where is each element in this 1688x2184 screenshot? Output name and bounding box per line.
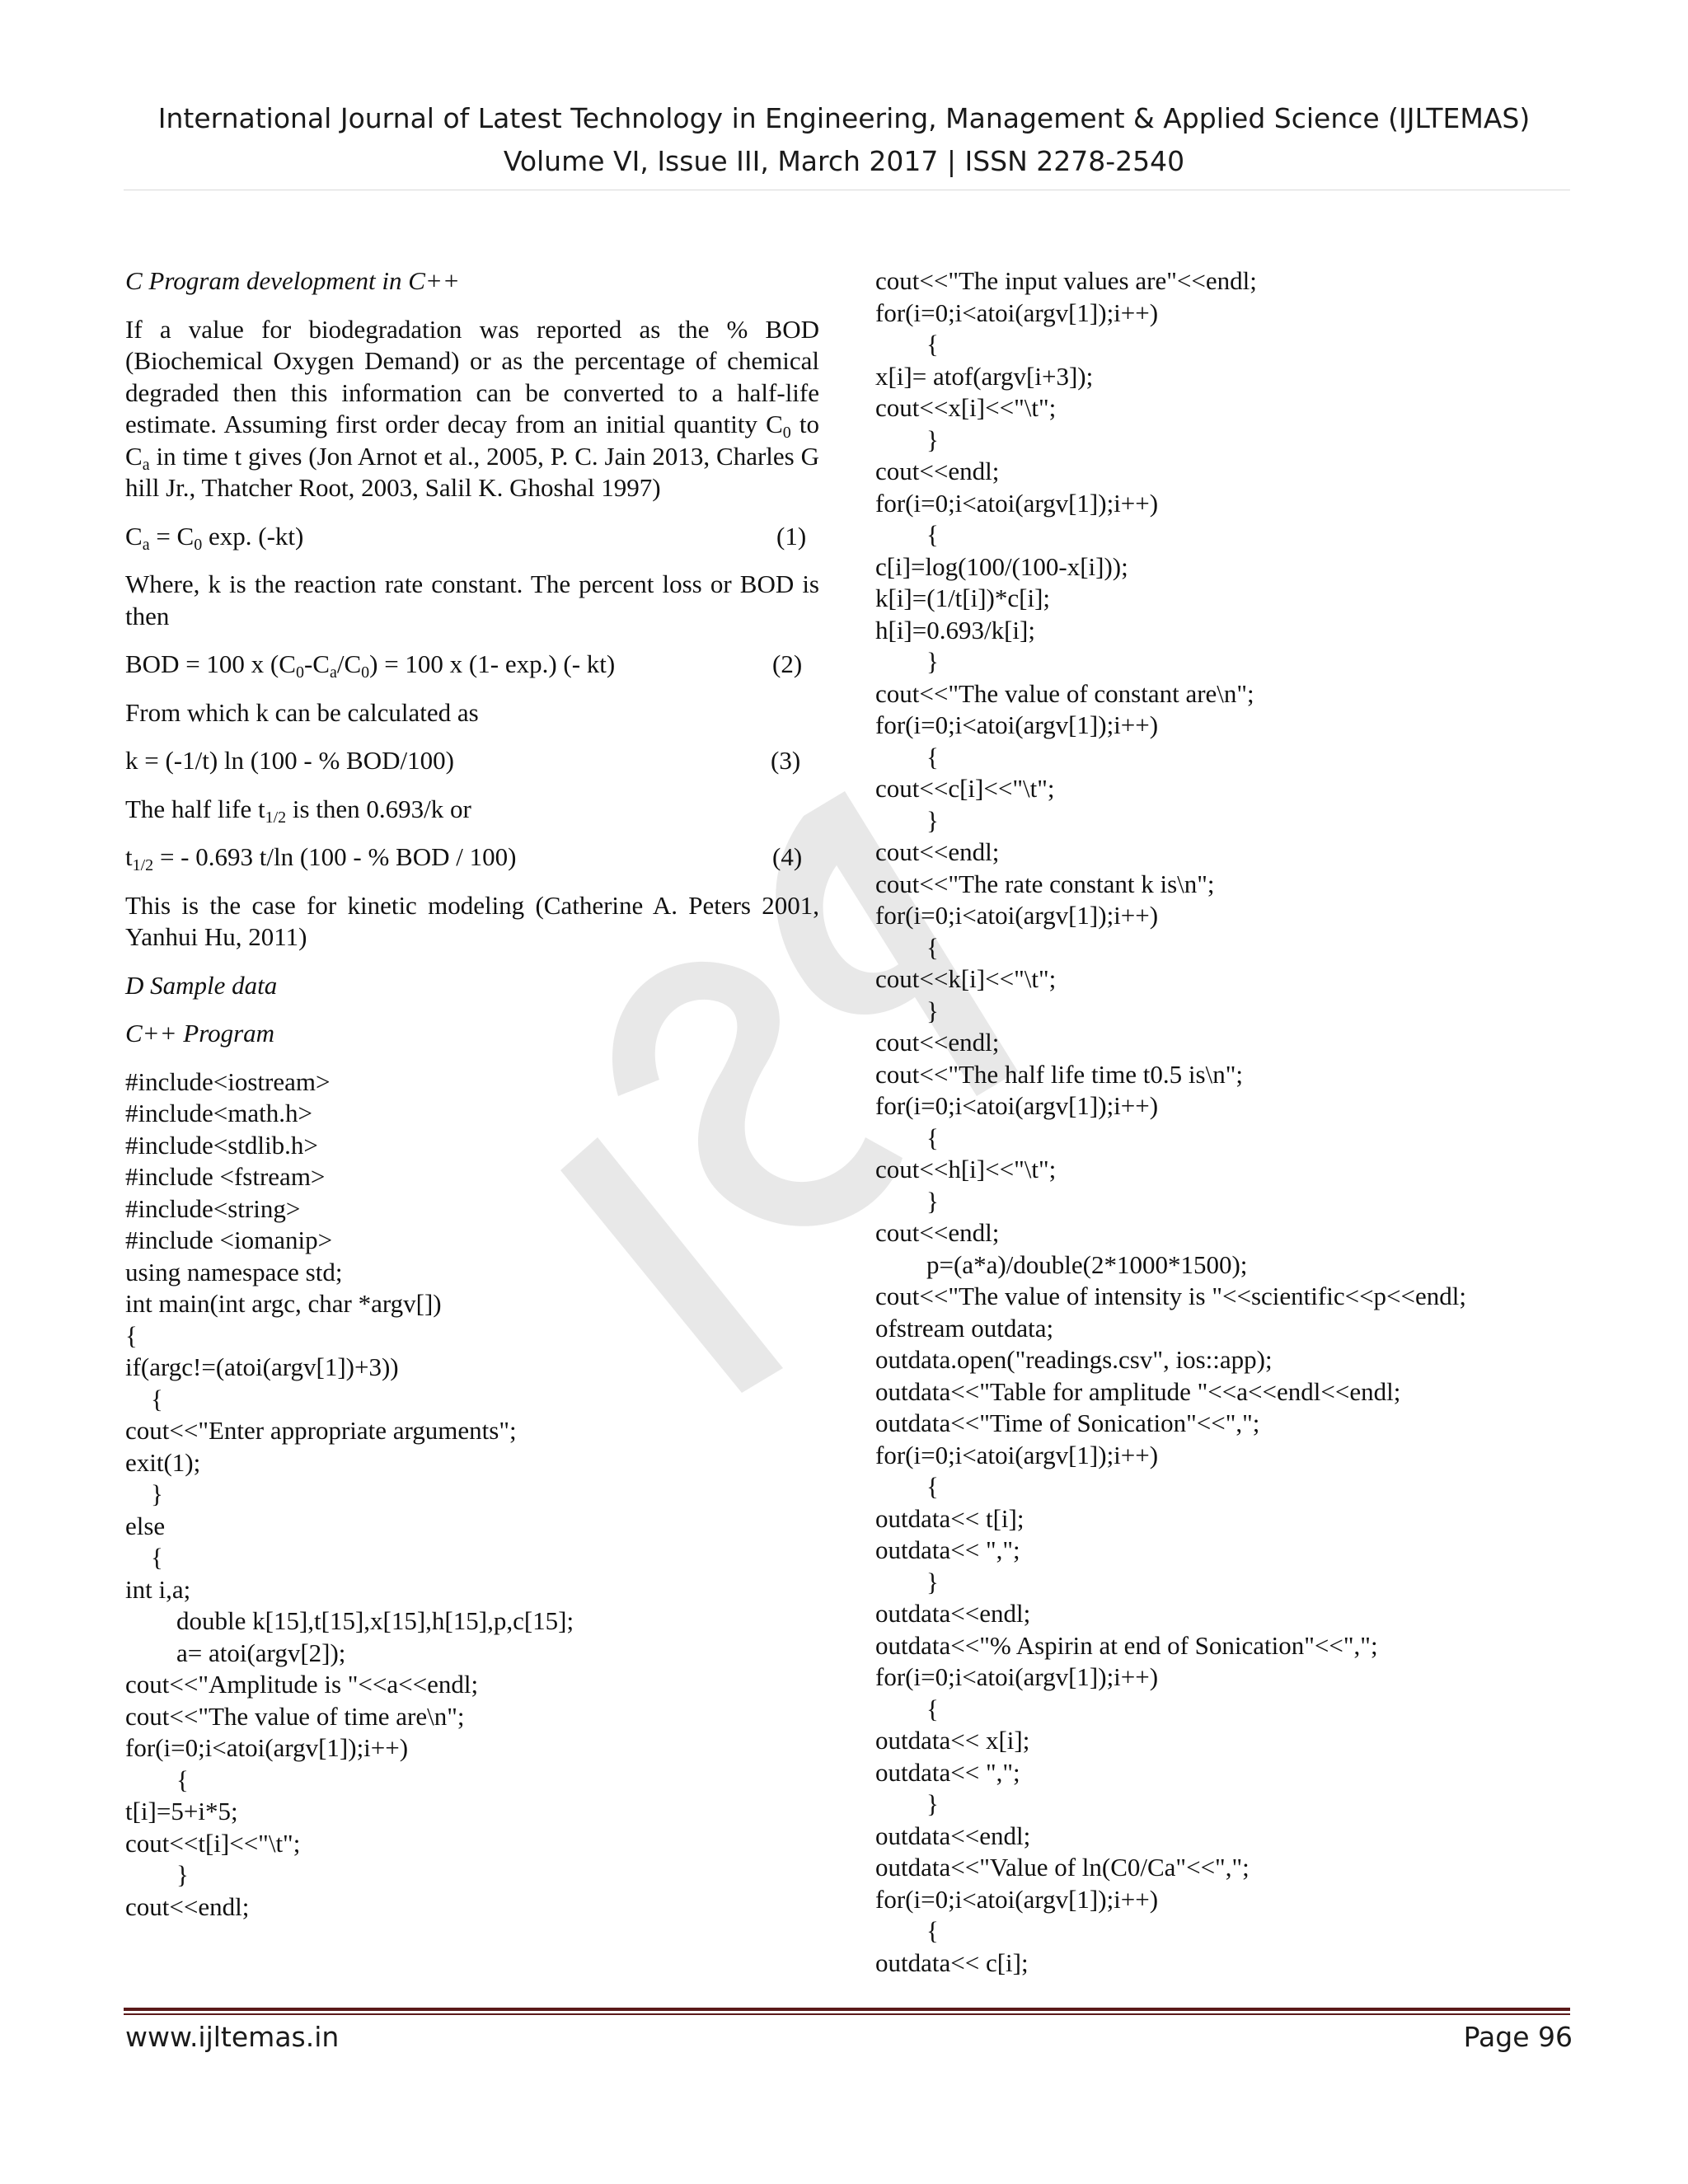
code-line: for(i=0;i<atoi(argv[1]);i++) (875, 298, 1159, 327)
code-listing-left (125, 1066, 819, 1924)
code-line: t[i]=5+i*5; (125, 1797, 238, 1825)
code-line: #include <fstream> (125, 1162, 326, 1191)
code-line: if(argc!=(atoi(argv[1])+3)) (125, 1352, 399, 1381)
code-line: else (125, 1511, 166, 1540)
code-line: } (875, 805, 939, 835)
paragraph-half-life: The half life $t_{1/2}$ is then 0.693/k or (125, 794, 471, 827)
equation-1-number: (1) (776, 521, 807, 551)
journal-issue: Volume VI, Issue III, March 2017 | ISSN 2278-2540 (503, 145, 1185, 177)
footer-website: www.ijltemas.in (125, 2021, 340, 2053)
code-line: outdata<<"% Aspirin at end of Sonication"<<","; (875, 1630, 1378, 1660)
code-listing-right (875, 265, 1584, 1979)
code-line: outdata<< c[i]; (875, 1947, 1029, 1977)
code-line: using namespace std; (125, 1257, 343, 1286)
right-column (875, 265, 1584, 1979)
code-line: for(i=0;i<atoi(argv[1]);i++) (875, 1091, 1159, 1120)
code-line: cout<<c[i]<<"\t"; (875, 774, 1055, 803)
code-line: { (875, 520, 939, 549)
code-line: outdata<<endl; (875, 1599, 1031, 1628)
equation-2-number: (2) (772, 649, 803, 678)
code-line: outdata<<"Time of Sonication"<<","; (875, 1408, 1260, 1437)
left-column (125, 265, 819, 1923)
code-line: { (125, 1765, 189, 1794)
code-line: int i,a; (125, 1574, 191, 1604)
code-line: { (875, 1122, 939, 1152)
equation-4: $t_{1/2}$ = - 0.693 t/ln (100 - % BOD / 100) (4) (125, 842, 803, 874)
code-line: outdata<< ","; (875, 1535, 1020, 1564)
code-line: #include<math.h> (125, 1099, 312, 1127)
equation-3: k = (-1/t) ln (100 - % BOD/100) (3) (125, 745, 819, 777)
program-title: C++ Program (125, 1019, 275, 1047)
code-line: c[i]=log(100/(100-x[i])); (875, 551, 1128, 581)
code-line: cout<<x[i]<<"\t"; (875, 393, 1057, 422)
footer-divider-thin (124, 2013, 1570, 2015)
equation-4-number: (4) (772, 842, 803, 871)
equation-2: BOD = 100 x $(C_0-C_a/C_0) = 100$ x (1- exp.) (- kt) (2) (125, 649, 803, 682)
code-line: cout<<k[i]<<"\t"; (875, 964, 1057, 993)
code-line: for(i=0;i<atoi(argv[1]);i++) (875, 901, 1159, 930)
code-line: for(i=0;i<atoi(argv[1]);i++) (125, 1733, 409, 1762)
code-line: cout<<"Enter appropriate arguments"; (125, 1416, 517, 1445)
code-line: } (875, 424, 939, 454)
journal-header (0, 97, 1688, 183)
code-line: cout<<"The value of time are\n"; (125, 1701, 465, 1731)
code-line: } (125, 1479, 163, 1508)
code-line: p=(a*a)/double(2*1000*1500); (875, 1249, 1248, 1279)
code-line: a= atoi(argv[2]); (125, 1638, 346, 1667)
code-line: { (875, 1472, 939, 1501)
code-line: outdata<<endl; (875, 1821, 1031, 1850)
code-line: double k[15],t[15],x[15],h[15],p,c[15]; (125, 1606, 574, 1635)
code-line: cout<<endl; (875, 837, 1000, 866)
code-line: #include<string> (125, 1193, 301, 1223)
section-d-title: D Sample data (125, 970, 278, 1000)
code-line: #include<iostream> (125, 1066, 331, 1096)
code-line: for(i=0;i<atoi(argv[1]);i++) (875, 710, 1159, 739)
code-line: outdata<< ","; (875, 1757, 1020, 1787)
code-line: h[i]=0.693/k[i]; (875, 615, 1035, 644)
paragraph-half-life-intro: If a value for biodegradation was reported as the % BOD (Biochemical Oxygen Demand) or as the percentage of chemical degraded then this information can be converted to a half-life estimate. Assuming first order decay from an initial quantity $C_0$ to $C_a$ in time t gives (Jon Arnot et al., 2005, P. C. Jain 2013, Charles G hill Jr., Thatcher Root, 2003, Salil K. Ghoshal 1997) (125, 314, 819, 502)
code-line: } (875, 1567, 939, 1596)
code-line: { (875, 1694, 939, 1723)
section-c-title: C Program development in C++ (125, 266, 460, 295)
paragraph-reaction-rate: Where, k is the reaction rate constant. The percent loss or BOD is then (125, 569, 819, 630)
code-line: cout<<"The half life time t0.5 is\n"; (875, 1059, 1243, 1089)
code-line: cout<<"The value of intensity is "<<scientific<<p<<endl; (875, 1282, 1466, 1310)
code-line: { (125, 1543, 163, 1572)
code-line: #include <iomanip> (125, 1226, 333, 1254)
code-line: cout<<t[i]<<"\t"; (125, 1828, 301, 1858)
code-line: { (875, 1916, 939, 1945)
footer-page-number: Page 96 (1463, 2021, 1573, 2053)
code-line: { (125, 1384, 163, 1413)
code-line: x[i]= atof(argv[i+3]); (875, 361, 1094, 391)
code-line: { (875, 330, 939, 359)
code-line: cout<<"The value of constant are\n"; (875, 678, 1254, 708)
code-line: } (875, 1789, 939, 1818)
code-line: } (125, 1860, 189, 1889)
code-line: { (875, 932, 939, 962)
journal-title: International Journal of Latest Technology in Engineering, Management & Applied Science (IJLTEMAS) (157, 102, 1531, 134)
code-line: } (875, 996, 939, 1025)
code-line: cout<<endl; (875, 457, 1000, 485)
code-line: } (875, 647, 939, 676)
code-line: cout<<"The input values are"<<endl; (875, 266, 1257, 295)
code-line: outdata<< t[i]; (875, 1503, 1025, 1533)
code-line: outdata<<"Value of ln(C0/Ca"<<","; (875, 1853, 1250, 1882)
code-line: outdata.open("readings.csv", ios::app); (875, 1345, 1273, 1374)
code-line: cout<<h[i]<<"\t"; (875, 1155, 1057, 1183)
code-line: outdata<< x[i]; (875, 1726, 1030, 1755)
code-line: for(i=0;i<atoi(argv[1]);i++) (875, 488, 1159, 518)
code-line: for(i=0;i<atoi(argv[1]);i++) (875, 1662, 1159, 1691)
code-line: } (875, 1186, 939, 1216)
code-line: #include<stdlib.h> (125, 1130, 318, 1160)
code-line: cout<<endl; (125, 1891, 250, 1921)
code-line: cout<<"The rate constant k is\n"; (875, 869, 1215, 898)
code-line: for(i=0;i<atoi(argv[1]);i++) (875, 1440, 1159, 1469)
code-line: k[i]=(1/t[i])*c[i]; (875, 583, 1051, 612)
code-line: cout<<endl; (875, 1028, 1000, 1057)
code-line: { (875, 742, 939, 771)
equation-3-number: (3) (771, 746, 801, 775)
code-line: cout<<endl; (875, 1218, 1000, 1247)
footer-divider-thick (124, 2008, 1570, 2011)
code-line: cout<<"Amplitude is "<<a<<endl; (125, 1670, 479, 1699)
code-line: { (125, 1320, 138, 1350)
equation-1: $C_a = C_0$ exp. (-kt) (1) (125, 521, 807, 554)
paragraph-k-calc: From which k can be calculated as (125, 697, 479, 727)
paragraph-kinetic-modeling: This is the case for kinetic modeling (Catherine A. Peters 2001, Yanhui Hu, 2011) (125, 890, 819, 951)
code-line: int main(int argc, char *argv[]) (125, 1289, 442, 1318)
code-line: ofstream outdata; (875, 1313, 1054, 1343)
code-line: for(i=0;i<atoi(argv[1]);i++) (875, 1884, 1159, 1914)
code-line: exit(1); (125, 1447, 201, 1477)
code-line: outdata<<"Table for amplitude "<<a<<endl<<endl; (875, 1376, 1401, 1406)
